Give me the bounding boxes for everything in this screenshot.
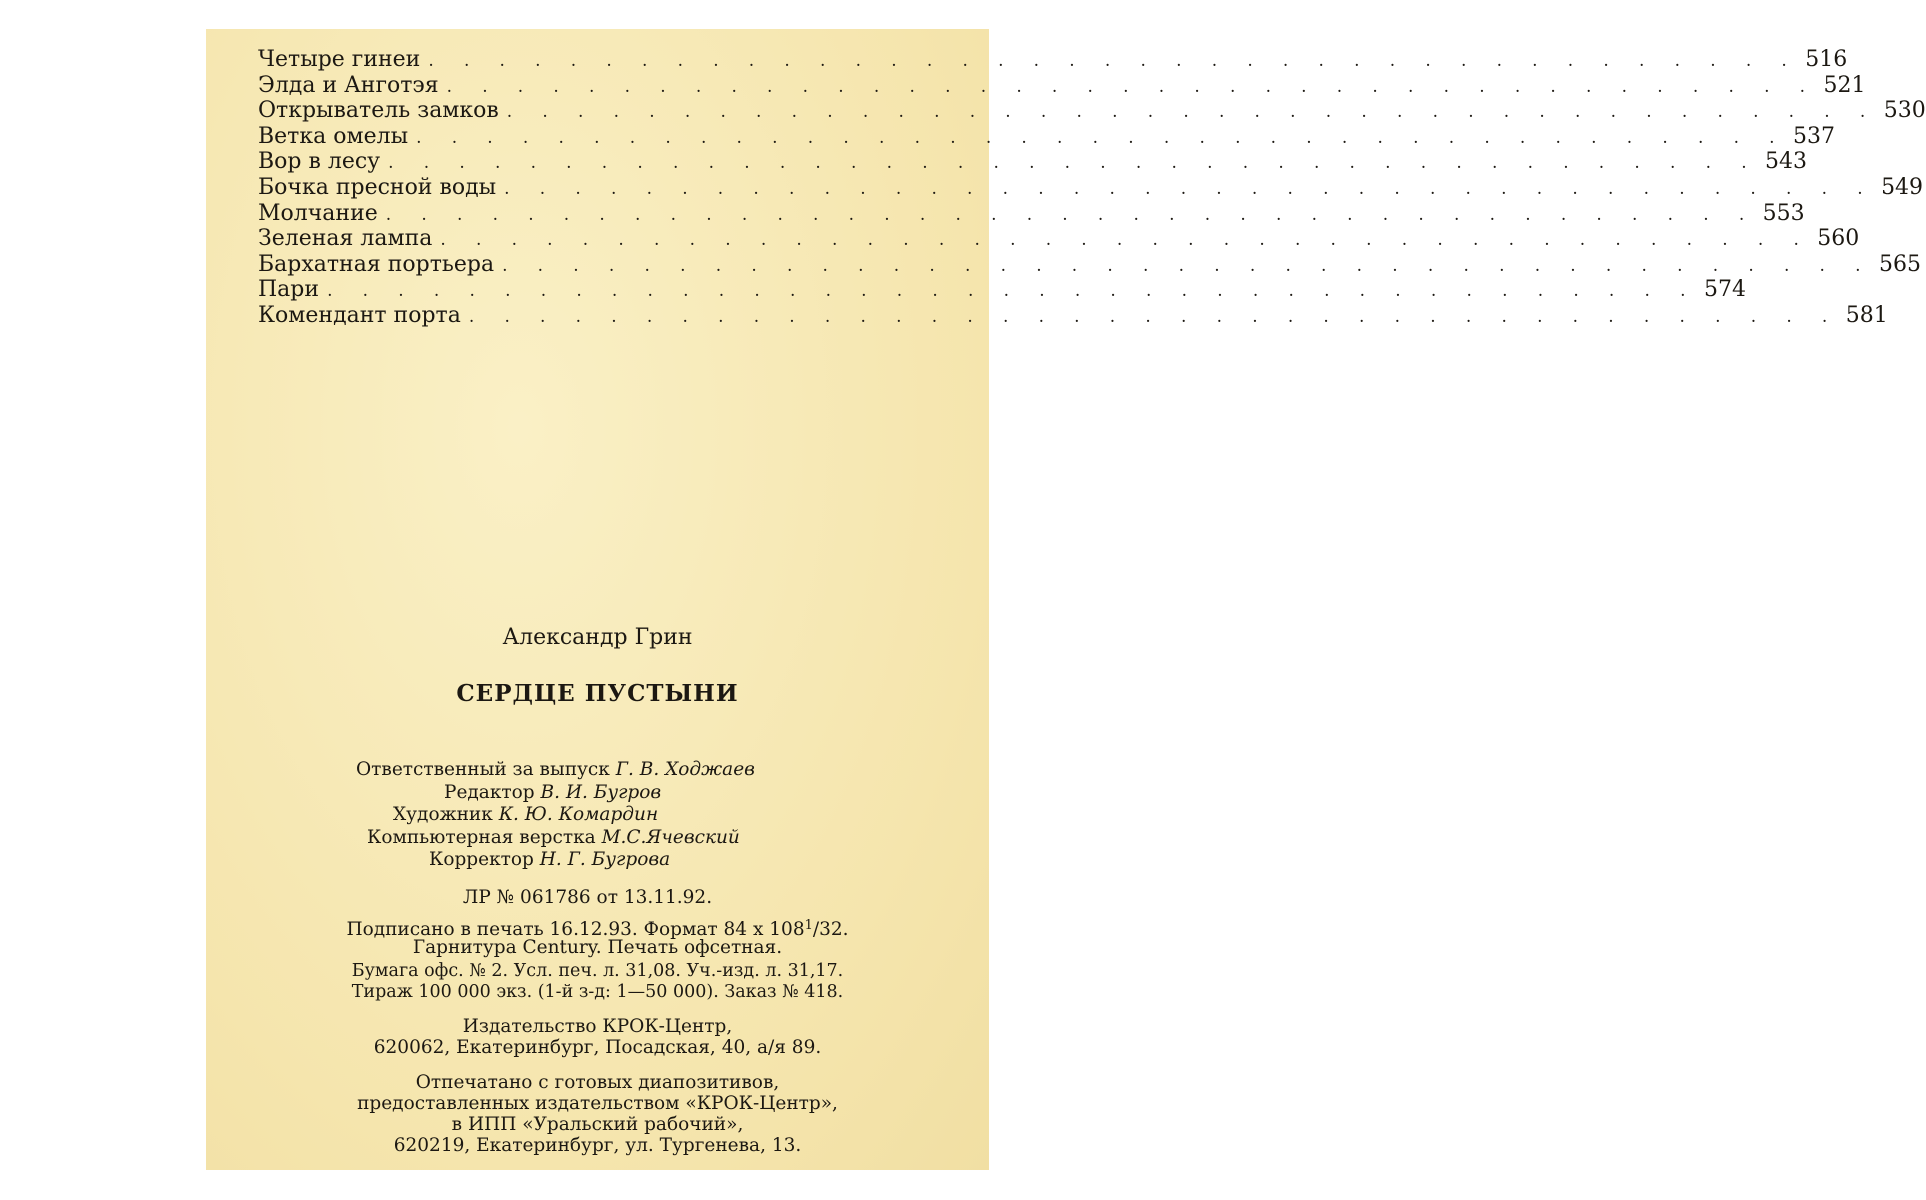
toc-title: Бархатная портьера xyxy=(258,251,495,277)
toc-page-number: 553 xyxy=(1762,200,1805,226)
toc-row xyxy=(258,200,1805,227)
toc-title: Бочка пресной воды xyxy=(258,174,497,200)
format-fraction-denominator: /32 xyxy=(812,919,843,940)
credit-role: Корректор xyxy=(429,849,534,870)
credit-role: Художник xyxy=(393,804,493,825)
toc-leader: . . . . . . . . . . . . . . . . . . . . . . . . . . . . . . . . . . . . . . . xyxy=(468,306,1840,327)
toc-leader: . . . . . . . . . . . . . . . . . . . . . . . . . . . . . . . . . . . . . . . xyxy=(428,51,1800,71)
toc-title: Молчание xyxy=(258,200,378,226)
toc-page-number: 516 xyxy=(1805,47,1848,72)
credit-line xyxy=(393,804,658,827)
toc-page-number: 543 xyxy=(1765,149,1808,175)
credit-line xyxy=(444,782,661,805)
credit-person: В. И. Бугров xyxy=(540,781,662,803)
toc-leader: . . . . . . . . . . . . . . . . . . . . . . . . . . . . . . . . . . . . . . . xyxy=(388,153,1760,174)
toc-page-number: 565 xyxy=(1878,251,1921,277)
format-suffix: . xyxy=(842,919,849,940)
toc-leader: . . . . . . . . . . . . . . . . . . . . . . . . . . . . . . . . . . . . . . . xyxy=(504,178,1876,199)
toc-title: Комендант порта xyxy=(258,302,461,328)
toc-page-number: 537 xyxy=(1793,123,1835,149)
publisher-name: Издательство КРОК-Центр, xyxy=(462,1016,733,1037)
toc-page-number: 581 xyxy=(1845,302,1888,328)
toc-row xyxy=(258,123,1835,150)
book-page xyxy=(206,29,1926,1170)
format-fraction-numerator: 1 xyxy=(804,918,813,933)
credit-line xyxy=(429,849,670,872)
credit-person: Н. Г. Бугрова xyxy=(539,849,671,870)
credit-role: Компьютерная верстка xyxy=(367,826,596,848)
toc-row xyxy=(258,302,1888,329)
toc-row xyxy=(258,174,1924,201)
credit-line xyxy=(367,827,740,850)
toc-title: Элда и Анготэя xyxy=(258,72,439,98)
license-line: ЛР № 061786 от 13.11.92. xyxy=(462,887,713,908)
credit-role: Редактор xyxy=(444,781,535,803)
toc-row xyxy=(258,47,1848,73)
toc-leader: . . . . . . . . . . . . . . . . . . . . . . . . . . . . . . . . . . . . . . . xyxy=(416,127,1787,148)
printed-line-1: Отпечатано с готовых диапозитивов, xyxy=(415,1072,780,1093)
toc-page-number: 574 xyxy=(1703,277,1746,303)
table-of-contents xyxy=(258,47,1926,329)
toc-leader: . . . . . . . . . . . . . . . . . . . . . . . . . . . . . . . . . . . . . . . xyxy=(506,102,1878,123)
paper-line: Бумага офс. № 2. Усл. печ. л. 31,08. Уч.-изд. л. 31,17. xyxy=(351,961,844,981)
toc-leader: . . . . . . . . . . . . . . . . . . . . . . . . . . . . . . . . . . . . . . . xyxy=(327,281,1698,302)
toc-leader: . . . . . . . . . . . . . . . . . . . . . . . . . . . . . . . . . . . . . . . xyxy=(502,255,1873,276)
credit-role: Ответственный за выпуск xyxy=(356,759,610,780)
book-author: Александр Грин xyxy=(502,625,693,650)
toc-row xyxy=(258,149,1808,175)
toc-title: Открыватель замков xyxy=(258,98,499,124)
toc-leader: . . . . . . . . . . . . . . . . . . . . . . . . . . . . . . . . . . . . . . . xyxy=(446,76,1818,97)
toc-title: Зеленая лампа xyxy=(258,226,433,252)
printed-line-3: в ИПП «Уральский рабочий», xyxy=(451,1114,744,1135)
credit-person: М.С.Ячевский xyxy=(601,826,740,848)
toc-row xyxy=(258,98,1926,124)
credit-line xyxy=(356,759,755,782)
signed-text: Подписано в печать 16.12.93. Формат 84 х 108 xyxy=(346,919,805,940)
toc-row xyxy=(258,72,1866,99)
credit-person: Г. В. Ходжаев xyxy=(615,759,755,780)
toc-page-number: 549 xyxy=(1881,174,1924,200)
toc-leader: . . . . . . . . . . . . . . . . . . . . . . . . . . . . . . . . . . . . . . . xyxy=(440,230,1812,251)
publisher-address: 620062, Екатеринбург, Посадская, 40, а/я 89. xyxy=(373,1037,822,1058)
book-title: СЕРДЦЕ ПУСТЫНИ xyxy=(456,680,739,707)
printed-line-4: 620219, Екатеринбург, ул. Тургенева, 13. xyxy=(393,1135,802,1156)
toc-page-number: 530 xyxy=(1883,98,1926,124)
toc-page-number: 521 xyxy=(1823,72,1866,98)
credit-person: К. Ю. Комардин xyxy=(498,804,659,825)
toc-title: Вор в лесу xyxy=(258,149,381,175)
toc-title: Четыре гинеи xyxy=(258,47,421,72)
toc-title: Пари xyxy=(258,277,320,303)
toc-title: Ветка омелы xyxy=(258,123,409,149)
toc-row xyxy=(258,277,1746,303)
toc-row xyxy=(258,251,1921,278)
font-line: Гарнитура Century. Печать офсетная. xyxy=(412,937,783,958)
toc-row xyxy=(258,226,1860,252)
circulation-line: Тираж 100 000 экз. (1-й з-д: 1—50 000). Заказ № 418. xyxy=(351,982,844,1002)
printed-line-2: предоставленных издательством «КРОК-Центр», xyxy=(357,1093,838,1114)
toc-leader: . . . . . . . . . . . . . . . . . . . . . . . . . . . . . . . . . . . . . . . xyxy=(385,204,1757,225)
toc-page-number: 560 xyxy=(1817,226,1860,252)
